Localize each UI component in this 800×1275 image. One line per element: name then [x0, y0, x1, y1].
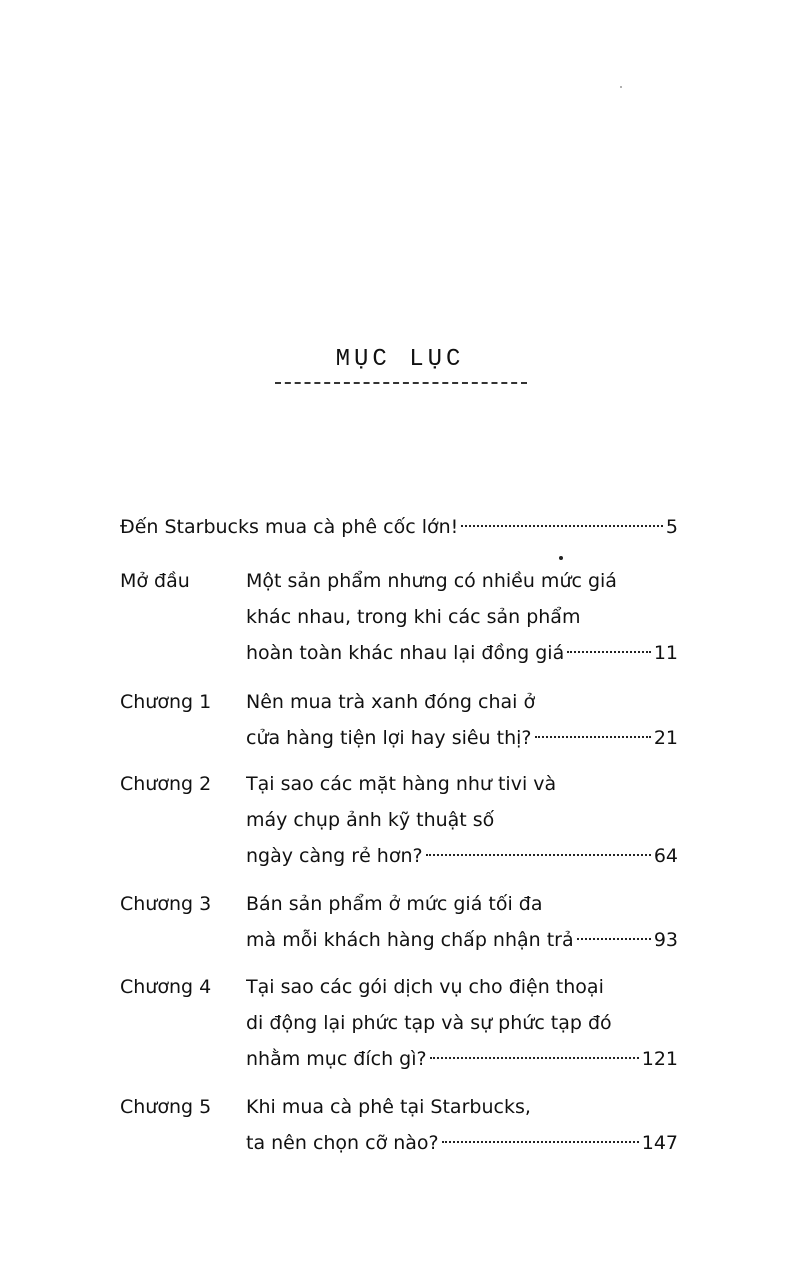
scan-speck: [559, 556, 563, 560]
toc-entry-title-line: hoàn toàn khác nhau lại đồng giá: [246, 642, 565, 664]
title-dashed-rule: [275, 382, 527, 384]
toc-entry-title-line: khác nhau, trong khi các sản phẩm: [246, 606, 581, 628]
toc-entry-title-line: nhằm mục đích gì?: [246, 1048, 427, 1070]
toc-entry-last-line: [246, 635, 678, 671]
dot-leader: [567, 651, 651, 653]
toc-entry-title-line: Tại sao các mặt hàng như tivi và: [246, 773, 557, 795]
toc-entry-title-line: Nên mua trà xanh đóng chai ở: [246, 691, 536, 713]
dot-leader: [461, 525, 663, 527]
toc-entry-page: 93: [653, 929, 678, 951]
toc-entry-title-line: máy chụp ảnh kỹ thuật số: [246, 809, 495, 831]
toc-entry-title: [246, 969, 678, 1077]
toc-entry-label: Chương 5: [120, 1096, 212, 1118]
toc-entry-page: 147: [641, 1132, 678, 1154]
toc-entry-label: Chương 2: [120, 773, 212, 795]
dot-leader: [577, 938, 651, 940]
toc-entry-title-line: ngày càng rẻ hơn?: [246, 845, 423, 867]
toc-entry-title-line: cửa hàng tiện lợi hay siêu thị?: [246, 727, 532, 749]
toc-intro-entry: [120, 509, 678, 545]
toc-entry-last-line: [246, 922, 678, 958]
toc-entry-title-line: Khi mua cà phê tại Starbucks,: [246, 1096, 531, 1118]
dot-leader: [535, 736, 651, 738]
toc-entry-page: 64: [653, 845, 678, 867]
toc-entry-last-line: [246, 720, 678, 756]
page-title: MỤC LỤC: [335, 346, 465, 373]
scan-speck: [620, 86, 622, 88]
toc-intro-title: Đến Starbucks mua cà phê cốc lớn!: [120, 516, 459, 538]
toc-entry-title: [246, 563, 678, 671]
toc-entry-page: 21: [653, 727, 678, 749]
toc-entry-title-line: ta nên chọn cỡ nào?: [246, 1132, 439, 1154]
toc-entry-page: 11: [653, 642, 678, 664]
toc-intro-line: [120, 509, 678, 545]
toc-entry-title: [246, 886, 678, 958]
dot-leader: [426, 854, 651, 856]
toc-entry-label: Chương 1: [120, 691, 212, 713]
toc-entry-title-line: mà mỗi khách hàng chấp nhận trả: [246, 929, 574, 951]
toc-entry-last-line: [246, 838, 678, 874]
toc-entry-last-line: [246, 1125, 678, 1161]
toc-entry-label: Chương 3: [120, 893, 212, 915]
toc-intro-page: 5: [665, 516, 678, 538]
toc-entry-title-line: Tại sao các gói dịch vụ cho điện thoại: [246, 976, 604, 998]
toc-entry-label: Chương 4: [120, 976, 212, 998]
dot-leader: [442, 1141, 639, 1143]
toc-entry-title-line: Bán sản phẩm ở mức giá tối đa: [246, 893, 543, 915]
toc-entry-title: [246, 766, 678, 874]
toc-entry-page: 121: [641, 1048, 678, 1070]
dot-leader: [430, 1057, 639, 1059]
toc-entry-title-line: Một sản phẩm nhưng có nhiều mức giá: [246, 570, 617, 592]
toc-entry-label: Mở đầu: [120, 570, 190, 592]
toc-entry-title: [246, 684, 678, 756]
toc-entry-title-line: di động lại phức tạp và sự phức tạp đó: [246, 1012, 612, 1034]
toc-entry-title: [246, 1089, 678, 1161]
toc-entry-last-line: [246, 1041, 678, 1077]
